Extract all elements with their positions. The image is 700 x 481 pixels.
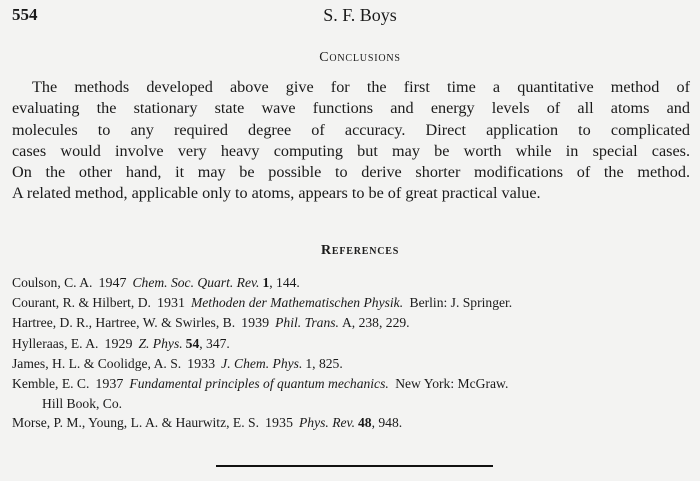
reference-journal: J. Chem. Phys. <box>221 355 303 371</box>
reference-pages: Berlin: J. Springer. <box>406 295 513 311</box>
page-number: 554 <box>12 5 38 24</box>
reference-item <box>12 374 692 413</box>
reference-authors: Kemble, E. C. <box>12 376 90 392</box>
reference-pages: A, 238, 229. <box>341 315 410 331</box>
reference-authors: Hylleraas, E. A. <box>12 335 99 351</box>
reference-year: 1937 <box>95 377 124 393</box>
paragraph-line: A related method, applicable only to atoms, appears to be of great practical value. <box>12 184 541 203</box>
reference-item <box>12 273 692 293</box>
paragraph-line: The methods developed above give for the first time a quantitative method of <box>32 78 690 96</box>
paragraph-line: molecules to any required degree of accuracy. Direct application to complicated <box>12 120 690 139</box>
reference-year: 1939 <box>241 316 270 332</box>
paragraph-line: On the other hand, it may be possible to derive shorter modifications of the method. <box>12 163 690 182</box>
reference-list <box>12 273 692 434</box>
reference-item <box>12 354 692 374</box>
reference-authors: Courant, R. & Hilbert, D. <box>12 295 151 311</box>
reference-item <box>12 293 692 313</box>
reference-volume: 1 <box>262 275 270 290</box>
conclusions-paragraph <box>12 77 690 205</box>
running-head-author: S. F. Boys <box>323 5 397 25</box>
reference-year: 1947 <box>98 276 127 291</box>
reference-item <box>12 313 692 333</box>
paragraph-line: cases would involve very heavy computing but may be worth while in special cases. <box>12 141 690 160</box>
reference-authors: Morse, P. M., Young, L. A. & Haurwitz, E. S. <box>12 415 259 431</box>
end-rule-divider <box>216 465 493 467</box>
reference-journal: Chem. Soc. Quart. Rev. <box>132 275 260 290</box>
reference-pages: 1, 825. <box>305 355 343 371</box>
reference-pages: , 948. <box>371 415 403 431</box>
reference-year: 1933 <box>187 356 216 372</box>
reference-journal: Methoden der Mathematischen Physik. <box>190 295 404 311</box>
reference-journal: Phil. Trans. <box>275 315 339 331</box>
reference-journal: Phys. Rev. <box>298 415 355 431</box>
reference-authors: James, H. L. & Coolidge, A. S. <box>12 355 182 371</box>
references-heading: References <box>320 243 400 258</box>
conclusions-heading: Conclusions <box>319 50 401 65</box>
reference-journal: Z. Phys. <box>138 335 183 351</box>
reference-volume: 48 <box>357 415 372 431</box>
reference-year: 1929 <box>104 336 133 352</box>
paragraph-line: evaluating the stationary state wave functions and energy levels of all atoms and <box>12 99 690 118</box>
reference-item <box>12 334 692 354</box>
reference-journal: Fundamental principles of quantum mechanics. <box>129 376 389 392</box>
reference-publisher: New York: McGraw. <box>391 376 509 392</box>
reference-item <box>12 413 692 433</box>
reference-authors: Hartree, D. R., Hartree, W. & Swirles, B. <box>12 315 236 331</box>
reference-pages: , 144. <box>269 275 300 290</box>
reference-continuation: Hill Book, Co. <box>42 396 123 412</box>
reference-authors: Coulson, C. A. <box>12 275 93 290</box>
reference-pages: , 347. <box>199 335 230 351</box>
reference-year: 1931 <box>156 296 185 312</box>
reference-year: 1935 <box>264 416 293 432</box>
reference-volume: 54 <box>185 335 200 351</box>
